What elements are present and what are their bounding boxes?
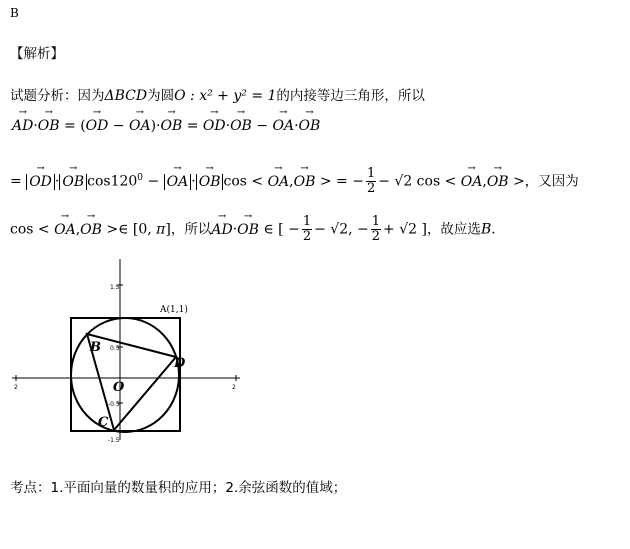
analysis-line-1 bbox=[10, 84, 425, 104]
tick-y-bottom: -1.5 bbox=[108, 437, 120, 444]
section-title: 【解析】 bbox=[10, 46, 64, 62]
triangle-name: ΔBCD bbox=[104, 88, 148, 104]
period: . bbox=[491, 221, 496, 238]
analysis-tail: 的内接等边三角形，所以 bbox=[276, 88, 425, 104]
label-a: A(1,1) bbox=[160, 305, 188, 315]
choice-letter: B bbox=[480, 221, 492, 238]
label-origin: O bbox=[113, 380, 125, 395]
circle-triangle-figure bbox=[8, 255, 248, 445]
line4-end: ，故应选 bbox=[426, 221, 481, 238]
tick-y-top: 1.5 bbox=[110, 284, 120, 291]
line4-mid: ，所以 bbox=[170, 221, 212, 238]
circle-phrase: 为圆 bbox=[147, 88, 175, 104]
line3-end: ，又因为 bbox=[524, 173, 579, 190]
circle-equation: O : x² + y² = 1 bbox=[174, 88, 277, 104]
analysis-line-2: → AD·→ OB = (→ OD − → OA)·→ OB = → OD·→ OB − → OA·→ OB bbox=[12, 118, 320, 134]
footer-label: 考点： bbox=[10, 480, 51, 496]
label-d: D bbox=[174, 356, 186, 371]
footer bbox=[10, 476, 346, 496]
analysis-line-4: cos < → OA,→ OB >∈ [0, π]，所以→ AD·→ OB ∈ [ − $\frac{1}{2}$ − √2, − $\frac{1}{2}$ + √2 ]，故应选B. bbox=[10, 215, 496, 244]
answer-letter: B bbox=[10, 6, 19, 20]
tick-x-neg: 2 bbox=[14, 384, 18, 391]
label-b: B bbox=[90, 340, 101, 355]
analysis-line-3: = → OD ·→ OB $\cos 120^0$ − → OA ·→ OB cos < → OA,→ OB > = − $\frac{1}{2}$ − √2 cos < → OA,→ OB >，又因为 bbox=[10, 167, 579, 196]
tick-y-small-pos: 0.5 bbox=[110, 345, 120, 352]
tick-y-small-neg: -0.5 bbox=[108, 401, 120, 408]
tick-x-pos: 2 bbox=[232, 384, 236, 391]
label-c: C bbox=[98, 415, 109, 430]
footer-text: 1.平面向量的数量积的应用；2.余弦函数的值域； bbox=[50, 480, 347, 496]
analysis-intro: 试题分析：因为 bbox=[10, 88, 105, 104]
